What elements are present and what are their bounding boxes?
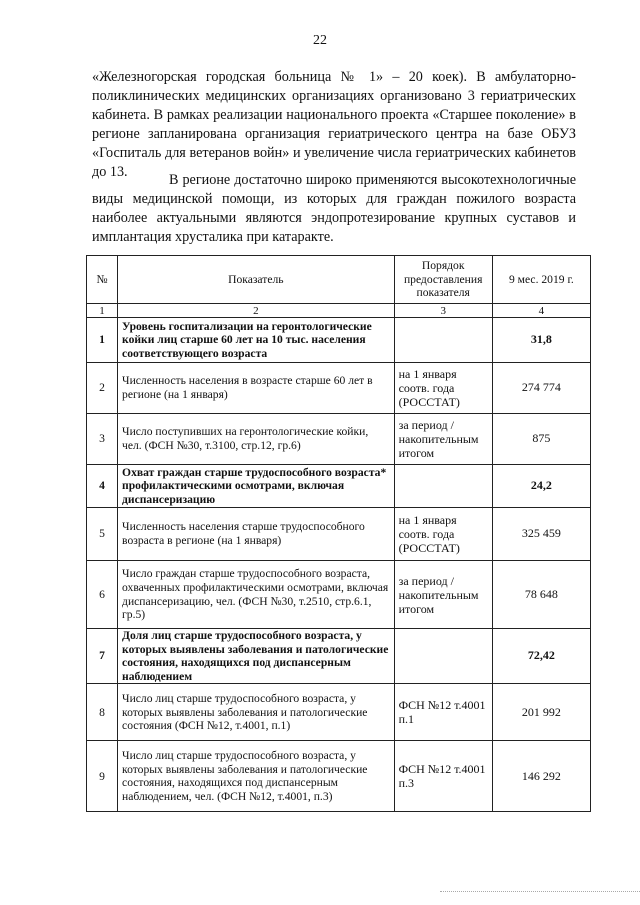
header-indicator: Показатель xyxy=(118,256,395,304)
paragraph-1-text: «Железногорская городская больница № 1» – 20 коек). В амбулаторно-поликлинических медицинских организациях организовано 3 гериатрических кабинета. В рамках реализации национального проекта «Старшее поколение» в регионе запланирована организация гериатрического центра на базе ОБУЗ «Госпиталь для ветеранов войн» и увеличение числа гериатрических кабинетов до 13. xyxy=(92,69,576,180)
row-num: 1 xyxy=(87,318,118,363)
table-row xyxy=(87,561,591,629)
page-number: 22 xyxy=(313,33,327,48)
column-number: 1 xyxy=(87,304,118,318)
row-order: за период / накопительным итогом xyxy=(394,414,492,465)
row-indicator: Численность населения в возрасте старше 60 лет в регионе (на 1 января) xyxy=(118,363,395,414)
row-order: на 1 января соотв. года (РОССТАТ) xyxy=(394,363,492,414)
table-row xyxy=(87,318,591,363)
row-order xyxy=(394,318,492,363)
header-order: Порядок предоставления показателя xyxy=(394,256,492,304)
row-num: 5 xyxy=(87,508,118,561)
row-order: за период / накопительным итогом xyxy=(394,561,492,629)
table-row xyxy=(87,414,591,465)
table-row xyxy=(87,465,591,508)
table-row xyxy=(87,508,591,561)
row-num: 9 xyxy=(87,741,118,812)
row-num: 8 xyxy=(87,684,118,741)
row-order: ФСН №12 т.4001 п.3 xyxy=(394,741,492,812)
row-indicator: Численность населения старше трудоспособного возраста в регионе (на 1 января) xyxy=(118,508,395,561)
paragraph-1 xyxy=(92,68,576,182)
column-number: 3 xyxy=(394,304,492,318)
row-order xyxy=(394,465,492,508)
indicators-table xyxy=(86,255,591,812)
scan-artifact xyxy=(440,891,640,894)
row-indicator: Число лиц старше трудоспособного возраста, у которых выявлены заболевания и патологические состояния, находящихся под диспансерным наблюдением, чел. (ФСН №12, т.4001, п.3) xyxy=(118,741,395,812)
row-num: 3 xyxy=(87,414,118,465)
row-value: 875 xyxy=(492,414,590,465)
row-indicator: Число поступивших на геронтологические койки, чел. (ФСН №30, т.3100, стр.12, гр.6) xyxy=(118,414,395,465)
column-number: 4 xyxy=(492,304,590,318)
row-indicator: Доля лиц старше трудоспособного возраста, у которых выявлены заболевания и патологические состояния, находящихся под диспансерным наблюдением xyxy=(118,629,395,684)
row-value: 78 648 xyxy=(492,561,590,629)
row-value: 146 292 xyxy=(492,741,590,812)
row-value: 31,8 xyxy=(492,318,590,363)
row-indicator: Уровень госпитализации на геронтологические койки лиц старше 60 лет на 10 тыс. населения соответствующего возраста xyxy=(118,318,395,363)
column-number: 2 xyxy=(118,304,395,318)
paragraph-2 xyxy=(92,171,576,247)
row-num: 7 xyxy=(87,629,118,684)
row-order: на 1 января соотв. года (РОССТАТ) xyxy=(394,508,492,561)
table-header-row xyxy=(87,256,591,304)
row-value: 201 992 xyxy=(492,684,590,741)
table-row xyxy=(87,629,591,684)
table-row xyxy=(87,741,591,812)
row-value: 274 774 xyxy=(492,363,590,414)
row-num: 4 xyxy=(87,465,118,508)
header-num: № xyxy=(87,256,118,304)
row-value: 24,2 xyxy=(492,465,590,508)
table-row xyxy=(87,684,591,741)
row-order: ФСН №12 т.4001 п.1 xyxy=(394,684,492,741)
row-indicator: Охват граждан старше трудоспособного возраста* профилактическими осмотрами, включая диспансеризацию xyxy=(118,465,395,508)
column-number-row xyxy=(87,304,591,318)
row-num: 2 xyxy=(87,363,118,414)
row-num: 6 xyxy=(87,561,118,629)
row-indicator: Число граждан старше трудоспособного возраста, охваченных профилактическими осмотрами, включая диспансеризацию, чел. (ФСН №30, т.2510, стр.6.1, гр.5) xyxy=(118,561,395,629)
header-value: 9 мес. 2019 г. xyxy=(492,256,590,304)
row-order xyxy=(394,629,492,684)
paragraph-2-text: В регионе достаточно широко применяются высокотехнологичные виды медицинской помощи, из которых для граждан пожилого возраста наиболее актуальными являются эндопротезирование крупных суставов и имплантация хрусталика при катаракте. xyxy=(92,172,576,245)
row-value: 325 459 xyxy=(492,508,590,561)
row-value: 72,42 xyxy=(492,629,590,684)
table-row xyxy=(87,363,591,414)
row-indicator: Число лиц старше трудоспособного возраста, у которых выявлены заболевания и патологические состояния (ФСН №12, т.4001, п.1) xyxy=(118,684,395,741)
